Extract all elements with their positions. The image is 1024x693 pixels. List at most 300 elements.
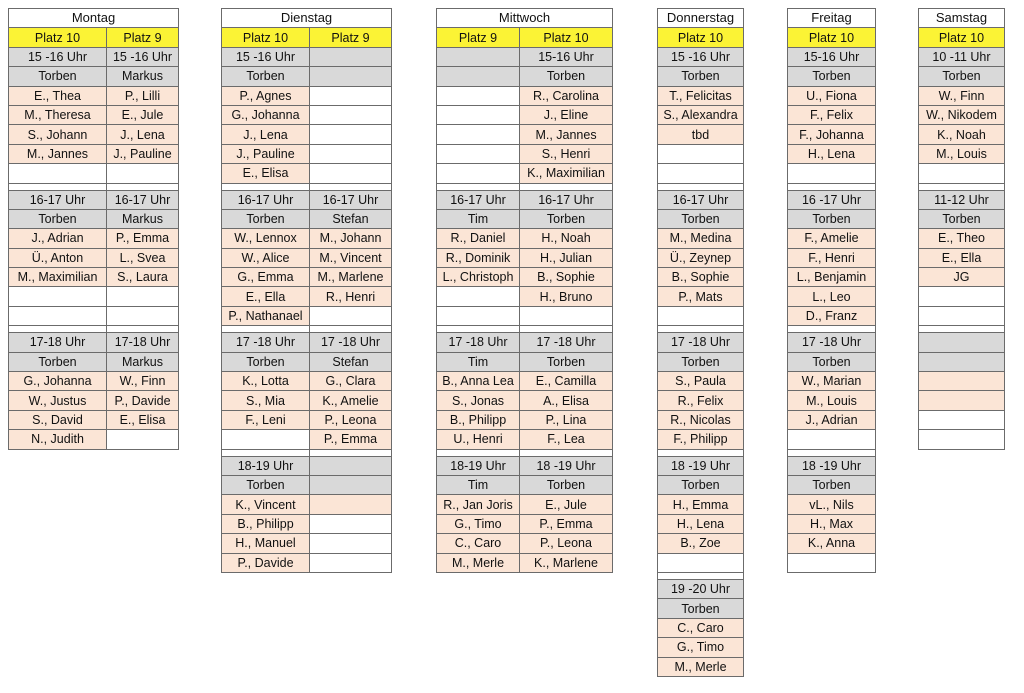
participant-cell: S., Henri bbox=[520, 144, 613, 163]
participant-cell: M., Louis bbox=[788, 391, 876, 410]
participant-cell: K., Marlene bbox=[520, 553, 613, 572]
time-slot-cell: 15 -16 Uhr bbox=[222, 47, 310, 66]
participant-row bbox=[222, 144, 392, 163]
spacer-cell bbox=[222, 326, 310, 333]
day-table-samstag bbox=[918, 8, 1005, 450]
participant-cell: D., Franz bbox=[788, 306, 876, 325]
time-slot-cell: 15 -16 Uhr bbox=[107, 47, 179, 66]
participant-row bbox=[222, 430, 392, 449]
participant-cell: H., Bruno bbox=[520, 287, 613, 306]
participant-row bbox=[788, 164, 876, 183]
participant-cell: P., Mats bbox=[658, 287, 744, 306]
participant-row bbox=[658, 306, 744, 325]
participant-cell: H., Lena bbox=[658, 514, 744, 533]
participant-cell: M., Theresa bbox=[9, 105, 107, 124]
time-slot-cell: 16-17 Uhr bbox=[222, 190, 310, 209]
participant-row bbox=[222, 248, 392, 267]
participant-cell: B., Sophie bbox=[520, 268, 613, 287]
participant-cell: G., Timo bbox=[437, 514, 520, 533]
time-slot-cell: 16-17 Uhr bbox=[310, 190, 392, 209]
participant-cell: R., Jan Joris bbox=[437, 495, 520, 514]
spacer-cell bbox=[658, 326, 744, 333]
participant-cell: J., Adrian bbox=[9, 229, 107, 248]
participant-cell: W., Justus bbox=[9, 391, 107, 410]
participant-cell bbox=[310, 553, 392, 572]
court-header: Platz 9 bbox=[437, 28, 520, 47]
participant-row bbox=[222, 553, 392, 572]
day-table-mittwoch bbox=[436, 8, 613, 573]
time-slot-cell: 16-17 Uhr bbox=[107, 190, 179, 209]
participant-cell bbox=[520, 306, 613, 325]
participant-cell: S., Alexandra bbox=[658, 105, 744, 124]
participant-cell: B., Philipp bbox=[222, 514, 310, 533]
block-spacer-row bbox=[437, 449, 613, 456]
block-spacer-row bbox=[437, 326, 613, 333]
block-spacer-row bbox=[222, 183, 392, 190]
time-slot-cell: 10 -11 Uhr bbox=[919, 47, 1005, 66]
participant-cell bbox=[107, 287, 179, 306]
participant-cell: R., Dominik bbox=[437, 248, 520, 267]
court-header: Platz 10 bbox=[520, 28, 613, 47]
time-slot-cell: 18 -19 Uhr bbox=[520, 456, 613, 475]
day-title: Montag bbox=[9, 9, 179, 28]
trainer-cell bbox=[310, 475, 392, 494]
participant-cell: M., Jannes bbox=[520, 125, 613, 144]
participant-cell bbox=[919, 164, 1005, 183]
participant-cell bbox=[437, 306, 520, 325]
participant-cell: G., Timo bbox=[658, 638, 744, 657]
participant-cell: P., Lina bbox=[520, 410, 613, 429]
spacer-cell bbox=[437, 326, 520, 333]
time-slot-cell: 19 -20 Uhr bbox=[658, 579, 744, 598]
participant-row bbox=[788, 495, 876, 514]
time-slot-cell: 16-17 Uhr bbox=[520, 190, 613, 209]
spacer-cell bbox=[107, 326, 179, 333]
time-slot-cell: 16-17 Uhr bbox=[437, 190, 520, 209]
spacer-cell bbox=[310, 449, 392, 456]
court-header: Platz 10 bbox=[919, 28, 1005, 47]
participant-cell: M., Marlene bbox=[310, 268, 392, 287]
participant-cell bbox=[919, 410, 1005, 429]
participant-cell: M., Louis bbox=[919, 144, 1005, 163]
participant-row bbox=[437, 553, 613, 572]
participant-cell bbox=[919, 372, 1005, 391]
participant-cell: R., Henri bbox=[310, 287, 392, 306]
participant-cell: P., Emma bbox=[310, 430, 392, 449]
participant-row bbox=[9, 105, 179, 124]
participant-cell bbox=[107, 306, 179, 325]
block-spacer-row bbox=[658, 326, 744, 333]
participant-row bbox=[437, 144, 613, 163]
participant-row bbox=[658, 125, 744, 144]
time-slot-cell: 18 -19 Uhr bbox=[788, 456, 876, 475]
participant-cell: JG bbox=[919, 268, 1005, 287]
participant-row bbox=[658, 657, 744, 676]
trainer-cell: Torben bbox=[658, 599, 744, 618]
participant-cell: E., Theo bbox=[919, 229, 1005, 248]
participant-cell bbox=[658, 306, 744, 325]
time-slot-cell: 17 -18 Uhr bbox=[658, 333, 744, 352]
day-title: Donnerstag bbox=[658, 9, 744, 28]
participant-cell: K., Lotta bbox=[222, 372, 310, 391]
participant-cell: F., Leni bbox=[222, 410, 310, 429]
time-slot-cell bbox=[310, 456, 392, 475]
participant-cell: K., Maximilian bbox=[520, 164, 613, 183]
participant-row bbox=[788, 144, 876, 163]
participant-cell bbox=[107, 430, 179, 449]
participant-row bbox=[437, 248, 613, 267]
participant-cell: N., Judith bbox=[9, 430, 107, 449]
trainer-cell: Torben bbox=[9, 67, 107, 86]
participant-row bbox=[919, 306, 1005, 325]
participant-row bbox=[788, 410, 876, 429]
participant-cell bbox=[437, 105, 520, 124]
participant-cell: J., Pauline bbox=[222, 144, 310, 163]
block-spacer-row bbox=[9, 183, 179, 190]
participant-row bbox=[222, 514, 392, 533]
participant-cell: R., Carolina bbox=[520, 86, 613, 105]
block-spacer-row bbox=[788, 326, 876, 333]
participant-cell: F., Johanna bbox=[788, 125, 876, 144]
participant-cell: E., Camilla bbox=[520, 372, 613, 391]
participant-row bbox=[658, 164, 744, 183]
time-slot-cell: 18-19 Uhr bbox=[222, 456, 310, 475]
participant-cell: Ü., Anton bbox=[9, 248, 107, 267]
participant-cell: W., Marian bbox=[788, 372, 876, 391]
participant-row bbox=[788, 268, 876, 287]
participant-row bbox=[437, 495, 613, 514]
participant-cell: J., Pauline bbox=[107, 144, 179, 163]
participant-row bbox=[788, 306, 876, 325]
participant-row bbox=[658, 287, 744, 306]
time-slot-cell: 17 -18 Uhr bbox=[437, 333, 520, 352]
participant-row bbox=[788, 248, 876, 267]
time-slot-cell: 11-12 Uhr bbox=[919, 190, 1005, 209]
participant-row bbox=[9, 248, 179, 267]
participant-row bbox=[658, 372, 744, 391]
participant-cell bbox=[788, 553, 876, 572]
participant-cell: J., Lena bbox=[107, 125, 179, 144]
participant-cell: F., Henri bbox=[788, 248, 876, 267]
time-slot-cell: 16 -17 Uhr bbox=[788, 190, 876, 209]
participant-cell bbox=[310, 534, 392, 553]
block-spacer-row bbox=[658, 572, 744, 579]
participant-row bbox=[658, 410, 744, 429]
participant-cell: S., Jonas bbox=[437, 391, 520, 410]
participant-row bbox=[919, 372, 1005, 391]
participant-cell: W., Finn bbox=[919, 86, 1005, 105]
participant-cell: P., Leona bbox=[520, 534, 613, 553]
participant-cell bbox=[658, 144, 744, 163]
time-slot-cell: 17-18 Uhr bbox=[9, 333, 107, 352]
spacer-cell bbox=[520, 326, 613, 333]
participant-cell: R., Nicolas bbox=[658, 410, 744, 429]
participant-row bbox=[437, 534, 613, 553]
participant-row bbox=[437, 86, 613, 105]
time-slot-cell: 17 -18 Uhr bbox=[788, 333, 876, 352]
participant-cell: H., Lena bbox=[788, 144, 876, 163]
participant-cell: vL., Nils bbox=[788, 495, 876, 514]
participant-row bbox=[222, 229, 392, 248]
participant-row bbox=[919, 144, 1005, 163]
participant-row bbox=[9, 229, 179, 248]
participant-row bbox=[658, 514, 744, 533]
day-title: Freitag bbox=[788, 9, 876, 28]
participant-row bbox=[437, 268, 613, 287]
trainer-cell: Torben bbox=[788, 352, 876, 371]
participant-row bbox=[658, 86, 744, 105]
participant-row bbox=[9, 410, 179, 429]
participant-cell: P., Lilli bbox=[107, 86, 179, 105]
participant-row bbox=[788, 229, 876, 248]
participant-row bbox=[658, 430, 744, 449]
participant-cell: W., Finn bbox=[107, 372, 179, 391]
time-slot-cell bbox=[310, 47, 392, 66]
participant-row bbox=[222, 268, 392, 287]
participant-cell: W., Alice bbox=[222, 248, 310, 267]
participant-row bbox=[919, 287, 1005, 306]
trainer-cell: Torben bbox=[919, 209, 1005, 228]
court-header: Platz 10 bbox=[658, 28, 744, 47]
participant-row bbox=[919, 125, 1005, 144]
participant-row bbox=[919, 86, 1005, 105]
participant-cell: M., Vincent bbox=[310, 248, 392, 267]
court-header: Platz 10 bbox=[9, 28, 107, 47]
trainer-cell: Stefan bbox=[310, 352, 392, 371]
participant-row bbox=[788, 553, 876, 572]
spacer-cell bbox=[520, 449, 613, 456]
participant-row bbox=[222, 306, 392, 325]
participant-cell bbox=[9, 164, 107, 183]
spacer-cell bbox=[222, 449, 310, 456]
block-spacer-row bbox=[788, 183, 876, 190]
trainer-cell: Torben bbox=[9, 209, 107, 228]
participant-row bbox=[9, 372, 179, 391]
time-slot-cell: 16-17 Uhr bbox=[658, 190, 744, 209]
block-spacer-row bbox=[437, 183, 613, 190]
participant-cell: L., Christoph bbox=[437, 268, 520, 287]
trainer-cell: Torben bbox=[520, 352, 613, 371]
time-slot-cell bbox=[437, 47, 520, 66]
trainer-cell: Torben bbox=[520, 475, 613, 494]
participant-cell: K., Noah bbox=[919, 125, 1005, 144]
participant-row bbox=[658, 553, 744, 572]
participant-cell bbox=[310, 86, 392, 105]
participant-cell: W., Nikodem bbox=[919, 105, 1005, 124]
participant-row bbox=[437, 410, 613, 429]
participant-cell: A., Elisa bbox=[520, 391, 613, 410]
spacer-cell bbox=[788, 326, 876, 333]
participant-cell: E., Jule bbox=[107, 105, 179, 124]
participant-row bbox=[9, 144, 179, 163]
participant-cell: R., Felix bbox=[658, 391, 744, 410]
spacer-cell bbox=[9, 183, 107, 190]
day-title: Dienstag bbox=[222, 9, 392, 28]
participant-row bbox=[222, 391, 392, 410]
participant-row bbox=[222, 86, 392, 105]
trainer-cell bbox=[310, 67, 392, 86]
participant-cell: K., Amelie bbox=[310, 391, 392, 410]
spacer-cell bbox=[919, 326, 1005, 333]
participant-cell: U., Henri bbox=[437, 430, 520, 449]
participant-cell: B., Anna Lea bbox=[437, 372, 520, 391]
time-slot-cell: 15-16 Uhr bbox=[520, 47, 613, 66]
trainer-cell: Torben bbox=[658, 67, 744, 86]
spacer-cell bbox=[658, 449, 744, 456]
participant-cell: M., Maximilian bbox=[9, 268, 107, 287]
participant-cell bbox=[437, 287, 520, 306]
participant-cell: M., Medina bbox=[658, 229, 744, 248]
participant-cell: C., Caro bbox=[437, 534, 520, 553]
participant-row bbox=[788, 287, 876, 306]
trainer-cell: Markus bbox=[107, 209, 179, 228]
day-table-donnerstag bbox=[657, 8, 744, 677]
participant-row bbox=[222, 164, 392, 183]
participant-cell: B., Sophie bbox=[658, 268, 744, 287]
participant-cell: M., Merle bbox=[658, 657, 744, 676]
participant-cell bbox=[310, 306, 392, 325]
participant-cell: T., Felicitas bbox=[658, 86, 744, 105]
trainer-cell: Tim bbox=[437, 209, 520, 228]
participant-cell: E., Jule bbox=[520, 495, 613, 514]
participant-row bbox=[658, 495, 744, 514]
participant-row bbox=[658, 534, 744, 553]
spacer-cell bbox=[9, 326, 107, 333]
participant-cell bbox=[9, 306, 107, 325]
participant-row bbox=[222, 125, 392, 144]
participant-row bbox=[437, 372, 613, 391]
block-spacer-row bbox=[658, 183, 744, 190]
trainer-cell: Torben bbox=[658, 209, 744, 228]
participant-row bbox=[9, 430, 179, 449]
participant-row bbox=[437, 125, 613, 144]
participant-cell: G., Johanna bbox=[9, 372, 107, 391]
spacer-cell bbox=[788, 183, 876, 190]
participant-cell bbox=[107, 164, 179, 183]
participant-row bbox=[658, 105, 744, 124]
trainer-cell: Stefan bbox=[310, 209, 392, 228]
participant-cell: F., Lea bbox=[520, 430, 613, 449]
spacer-cell bbox=[919, 183, 1005, 190]
trainer-cell: Torben bbox=[222, 209, 310, 228]
trainer-cell: Torben bbox=[788, 67, 876, 86]
participant-cell bbox=[9, 287, 107, 306]
court-header: Platz 10 bbox=[788, 28, 876, 47]
participant-row bbox=[788, 514, 876, 533]
participant-row bbox=[919, 164, 1005, 183]
participant-row bbox=[919, 229, 1005, 248]
participant-row bbox=[788, 372, 876, 391]
participant-cell: P., Leona bbox=[310, 410, 392, 429]
participant-cell bbox=[437, 144, 520, 163]
day-table-dienstag bbox=[221, 8, 392, 573]
trainer-cell: Torben bbox=[9, 352, 107, 371]
participant-cell: tbd bbox=[658, 125, 744, 144]
participant-row bbox=[222, 287, 392, 306]
participant-cell: H., Max bbox=[788, 514, 876, 533]
participant-row bbox=[437, 229, 613, 248]
participant-row bbox=[788, 105, 876, 124]
participant-cell: B., Philipp bbox=[437, 410, 520, 429]
block-spacer-row bbox=[788, 449, 876, 456]
participant-cell bbox=[788, 164, 876, 183]
time-slot-cell: 16-17 Uhr bbox=[9, 190, 107, 209]
trainer-cell: Markus bbox=[107, 67, 179, 86]
participant-row bbox=[437, 164, 613, 183]
participant-cell: G., Clara bbox=[310, 372, 392, 391]
participant-row bbox=[658, 248, 744, 267]
participant-row bbox=[788, 125, 876, 144]
participant-cell: P., Agnes bbox=[222, 86, 310, 105]
day-title: Samstag bbox=[919, 9, 1005, 28]
participant-row bbox=[437, 306, 613, 325]
spacer-cell bbox=[310, 326, 392, 333]
block-spacer-row bbox=[658, 449, 744, 456]
trainer-cell bbox=[437, 67, 520, 86]
court-header: Platz 9 bbox=[107, 28, 179, 47]
trainer-cell: Tim bbox=[437, 352, 520, 371]
block-spacer-row bbox=[222, 449, 392, 456]
trainer-cell: Torben bbox=[222, 475, 310, 494]
trainer-cell: Torben bbox=[520, 209, 613, 228]
spacer-cell bbox=[222, 183, 310, 190]
time-slot-cell: 18-19 Uhr bbox=[437, 456, 520, 475]
participant-cell bbox=[310, 125, 392, 144]
participant-cell: E., Thea bbox=[9, 86, 107, 105]
day-table-montag bbox=[8, 8, 179, 450]
participant-cell: Ü., Zeynep bbox=[658, 248, 744, 267]
participant-row bbox=[222, 105, 392, 124]
participant-row bbox=[9, 125, 179, 144]
participant-cell bbox=[437, 125, 520, 144]
participant-cell bbox=[658, 164, 744, 183]
participant-cell: L., Leo bbox=[788, 287, 876, 306]
time-slot-cell: 17-18 Uhr bbox=[107, 333, 179, 352]
participant-cell: M., Merle bbox=[437, 553, 520, 572]
participant-row bbox=[919, 410, 1005, 429]
participant-cell: K., Anna bbox=[788, 534, 876, 553]
time-slot-cell: 15-16 Uhr bbox=[788, 47, 876, 66]
participant-cell bbox=[310, 514, 392, 533]
participant-cell bbox=[658, 553, 744, 572]
participant-cell bbox=[437, 164, 520, 183]
participant-cell: G., Johanna bbox=[222, 105, 310, 124]
participant-cell: H., Julian bbox=[520, 248, 613, 267]
participant-row bbox=[222, 534, 392, 553]
trainer-cell: Markus bbox=[107, 352, 179, 371]
participant-row bbox=[9, 306, 179, 325]
trainer-cell: Torben bbox=[788, 209, 876, 228]
participant-cell: F., Felix bbox=[788, 105, 876, 124]
participant-cell: E., Elisa bbox=[107, 410, 179, 429]
participant-cell: E., Elisa bbox=[222, 164, 310, 183]
participant-row bbox=[9, 268, 179, 287]
participant-cell bbox=[310, 495, 392, 514]
block-spacer-row bbox=[919, 326, 1005, 333]
participant-row bbox=[658, 391, 744, 410]
participant-cell: F., Amelie bbox=[788, 229, 876, 248]
participant-cell bbox=[310, 105, 392, 124]
participant-cell bbox=[788, 430, 876, 449]
participant-cell: M., Johann bbox=[310, 229, 392, 248]
participant-cell: E., Ella bbox=[919, 248, 1005, 267]
participant-row bbox=[919, 268, 1005, 287]
trainer-cell: Torben bbox=[222, 67, 310, 86]
participant-cell bbox=[222, 430, 310, 449]
spacer-cell bbox=[520, 183, 613, 190]
participant-row bbox=[658, 638, 744, 657]
participant-row bbox=[788, 86, 876, 105]
